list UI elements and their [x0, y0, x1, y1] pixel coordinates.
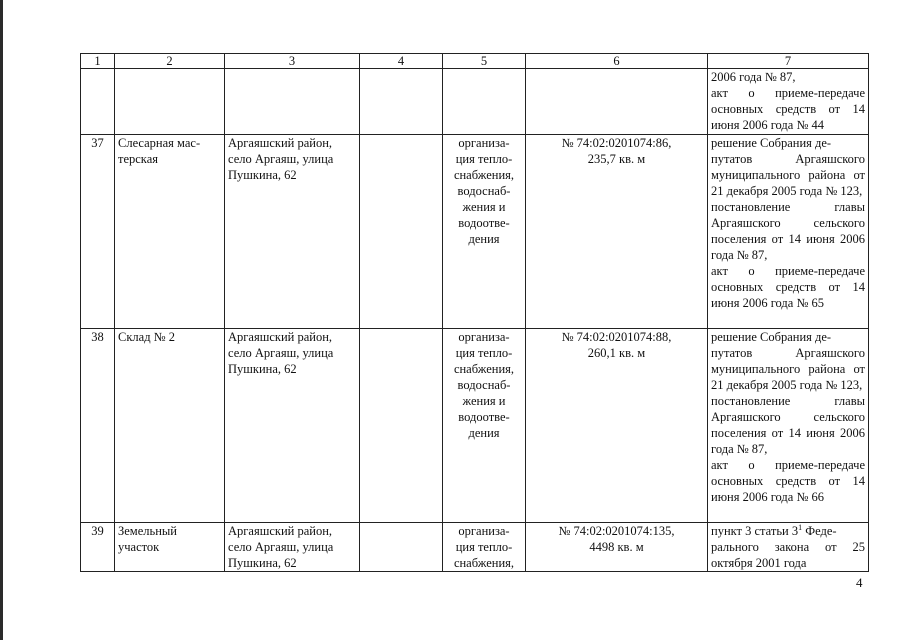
legal-basis: 2006 года № 87, акт о приеме-передаче основных средств от 14 июня 2006 года № 44: [708, 69, 869, 135]
object-name: Склад № 2: [115, 329, 225, 523]
object-name: Земельный участок: [115, 523, 225, 572]
organization-type: [443, 69, 526, 135]
object-name: [115, 69, 225, 135]
cadastral-number: [526, 69, 708, 135]
table-header-row: [81, 54, 869, 69]
object-address: Аргаяшский район, село Аргаяш, улица Пушкина, 62: [225, 329, 360, 523]
cadastral-number: № 74:02:0201074:86, 235,7 кв. м: [526, 135, 708, 329]
column-number-6: 6: [526, 54, 708, 69]
column-number-2: 2: [115, 54, 225, 69]
column-number-1: 1: [81, 54, 115, 69]
organization-type: организа- ция тепло- снабжения,: [443, 523, 526, 572]
legal-basis: [708, 523, 869, 572]
row-number: 39: [81, 523, 115, 572]
page-number: 4: [856, 575, 863, 590]
row-number: 37: [81, 135, 115, 329]
column-4-cell: [360, 135, 443, 329]
column-number-5: 5: [443, 54, 526, 69]
object-address: [225, 69, 360, 135]
object-address: Аргаяшский район, село Аргаяш, улица Пушкина, 62: [225, 135, 360, 329]
column-number-4: 4: [360, 54, 443, 69]
column-4-cell: [360, 69, 443, 135]
organization-type: организа- ция тепло- снабжения, водоснаб- жения и водоотве- дения: [443, 135, 526, 329]
scan-edge: [0, 0, 3, 640]
column-number-7: 7: [708, 54, 869, 69]
column-4-cell: [360, 329, 443, 523]
object-address: Аргаяшский район, село Аргаяш, улица Пушкина, 62: [225, 523, 360, 572]
legal-basis-rest: Феде- рального закона от 25 октября 2001 года: [711, 524, 865, 570]
row-number: 38: [81, 329, 115, 523]
organization-type: организа- ция тепло- снабжения, водоснаб- жения и водоотве- дения: [443, 329, 526, 523]
column-4-cell: [360, 523, 443, 572]
article-superscript: 1: [798, 522, 803, 532]
table-row: [81, 329, 869, 523]
legal-basis: решение Собрания де- путатов Аргаяшского муниципального района от 21 декабря 2005 года № 123, постановление главы Аргаяшского сельского поселения от 14 июня 2006 года № 87, акт о приеме-передаче основных средств от 14 июня 2006 года № 65: [708, 135, 869, 329]
cadastral-number: № 74:02:0201074:88, 260,1 кв. м: [526, 329, 708, 523]
legal-basis: решение Собрания де- путатов Аргаяшского муниципального района от 21 декабря 2005 года № 123, постановление главы Аргаяшского сельского поселения от 14 июня 2006 года № 87, акт о приеме-передаче основных средств от 14 июня 2006 года № 66: [708, 329, 869, 523]
object-name: Слесарная мас- терская: [115, 135, 225, 329]
table-row-continuation: [81, 69, 869, 135]
column-number-3: 3: [225, 54, 360, 69]
table-row: [81, 523, 869, 572]
cadastral-number: № 74:02:0201074:135, 4498 кв. м: [526, 523, 708, 572]
row-number: [81, 69, 115, 135]
property-register-table: [80, 53, 869, 572]
table-row: [81, 135, 869, 329]
legal-basis-start: пункт 3 статьи 3: [711, 524, 799, 538]
